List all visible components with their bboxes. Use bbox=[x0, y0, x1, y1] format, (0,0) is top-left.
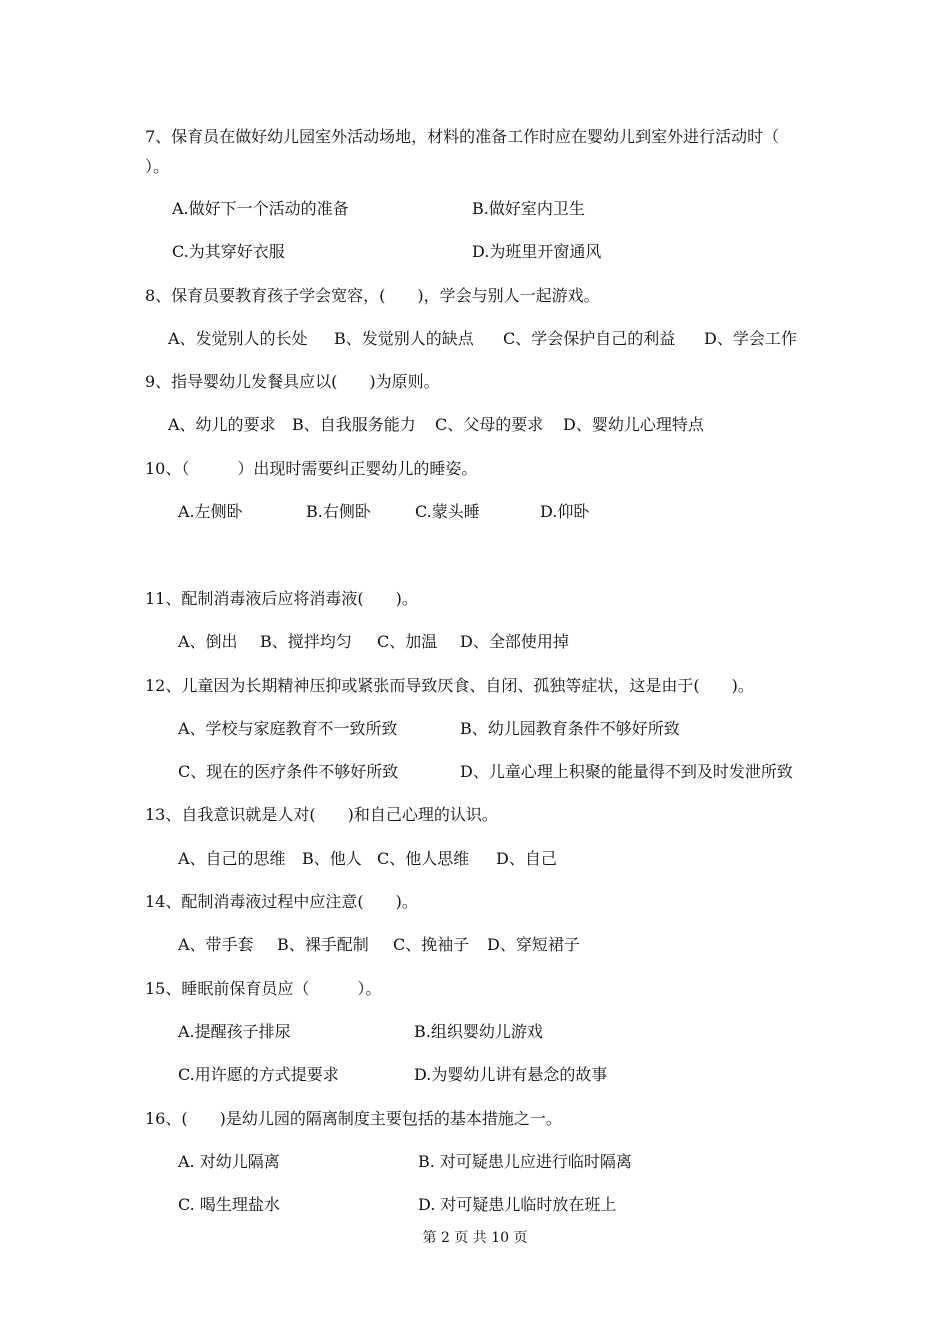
question-13-option-b: B、他人 bbox=[302, 849, 362, 868]
question-11-text: 11、配制消毒液后应将消毒液( )。 bbox=[145, 589, 418, 608]
question-8-option-c: C、学会保护自己的利益 bbox=[503, 329, 676, 348]
question-15-option-b: B.组织婴幼儿游戏 bbox=[414, 1022, 543, 1041]
question-12-option-c: C、现在的医疗条件不够好所致 bbox=[178, 762, 399, 781]
question-16-option-b: B. 对可疑患儿应进行临时隔离 bbox=[418, 1152, 632, 1171]
question-10-option-b: B.右侧卧 bbox=[306, 502, 371, 521]
question-10-option-a: A.左侧卧 bbox=[178, 502, 243, 521]
page-number-footer: 第 2 页 共 10 页 bbox=[422, 1230, 528, 1246]
question-7-line-1: 7、保育员在做好幼儿园室外活动场地，材料的准备工作时应在婴幼儿到室外进行活动时（ bbox=[145, 127, 780, 146]
question-10-text: 10、（ ）出现时需要纠正婴幼儿的睡姿。 bbox=[145, 459, 478, 478]
question-14-option-d: D、穿短裙子 bbox=[487, 935, 580, 954]
question-12-option-d: D、儿童心理上积聚的能量得不到及时发泄所致 bbox=[460, 762, 793, 781]
question-9-option-c: C、父母的要求 bbox=[435, 415, 544, 434]
question-9-option-a: A、幼儿的要求 bbox=[168, 415, 276, 434]
question-13-text: 13、自我意识就是人对( )和自己心理的认识。 bbox=[145, 805, 498, 824]
question-8-option-b: B、发觉别人的缺点 bbox=[334, 329, 474, 348]
question-14-option-c: C、挽袖子 bbox=[393, 935, 470, 954]
question-7-option-b: B.做好室内卫生 bbox=[472, 199, 585, 218]
question-11-option-c: C、加温 bbox=[377, 632, 438, 651]
question-15-option-a: A.提醒孩子排尿 bbox=[178, 1022, 291, 1041]
question-13-option-c: C、他人思维 bbox=[377, 849, 470, 868]
question-8-text: 8、保育员要教育孩子学会宽容，( )，学会与别人一起游戏。 bbox=[145, 286, 600, 305]
question-8-option-a: A、发觉别人的长处 bbox=[168, 329, 308, 348]
question-12-text: 12、儿童因为长期精神压抑或紧张而导致厌食、自闭、孤独等症状，这是由于( )。 bbox=[145, 676, 754, 695]
question-15-option-c: C.用许愿的方式提要求 bbox=[178, 1065, 339, 1084]
question-11-option-d: D、全部使用掉 bbox=[460, 632, 569, 651]
question-14-text: 14、配制消毒液过程中应注意( )。 bbox=[145, 892, 418, 911]
question-12-option-a: A、学校与家庭教育不一致所致 bbox=[178, 719, 398, 738]
question-14-option-a: A、带手套 bbox=[178, 935, 254, 954]
question-14-option-b: B、裸手配制 bbox=[277, 935, 369, 954]
question-13-option-a: A、自己的思维 bbox=[178, 849, 286, 868]
question-16-option-a: A. 对幼儿隔离 bbox=[178, 1152, 280, 1171]
question-7-option-d: D.为班里开窗通风 bbox=[472, 242, 602, 261]
question-16-option-d: D. 对可疑患儿临时放在班上 bbox=[418, 1195, 617, 1214]
question-15-text: 15、睡眠前保育员应（ ）。 bbox=[145, 979, 382, 998]
question-8-option-d: D、学会工作 bbox=[704, 329, 797, 348]
question-11-option-a: A、倒出 bbox=[178, 632, 238, 651]
question-9-text: 9、指导婴幼儿发餐具应以( )为原则。 bbox=[145, 372, 440, 391]
question-7-line-2: ）。 bbox=[145, 157, 170, 176]
question-9-option-d: D、婴幼儿心理特点 bbox=[563, 415, 704, 434]
question-7-option-c: C.为其穿好衣服 bbox=[172, 242, 285, 261]
question-16-option-c: C. 喝生理盐水 bbox=[178, 1195, 280, 1214]
question-9-option-b: B、自我服务能力 bbox=[292, 415, 416, 434]
question-10-option-d: D.仰卧 bbox=[540, 502, 590, 521]
question-11-option-b: B、搅拌均匀 bbox=[260, 632, 352, 651]
question-12-option-b: B、幼儿园教育条件不够好所致 bbox=[460, 719, 680, 738]
question-10-option-c: C.蒙头睡 bbox=[415, 502, 480, 521]
question-13-option-d: D、自己 bbox=[496, 849, 557, 868]
question-16-text: 16、( )是幼儿园的隔离制度主要包括的基本措施之一。 bbox=[145, 1109, 562, 1128]
question-7-option-a: A.做好下一个活动的准备 bbox=[172, 199, 349, 218]
question-15-option-d: D.为婴幼儿讲有悬念的故事 bbox=[414, 1065, 608, 1084]
